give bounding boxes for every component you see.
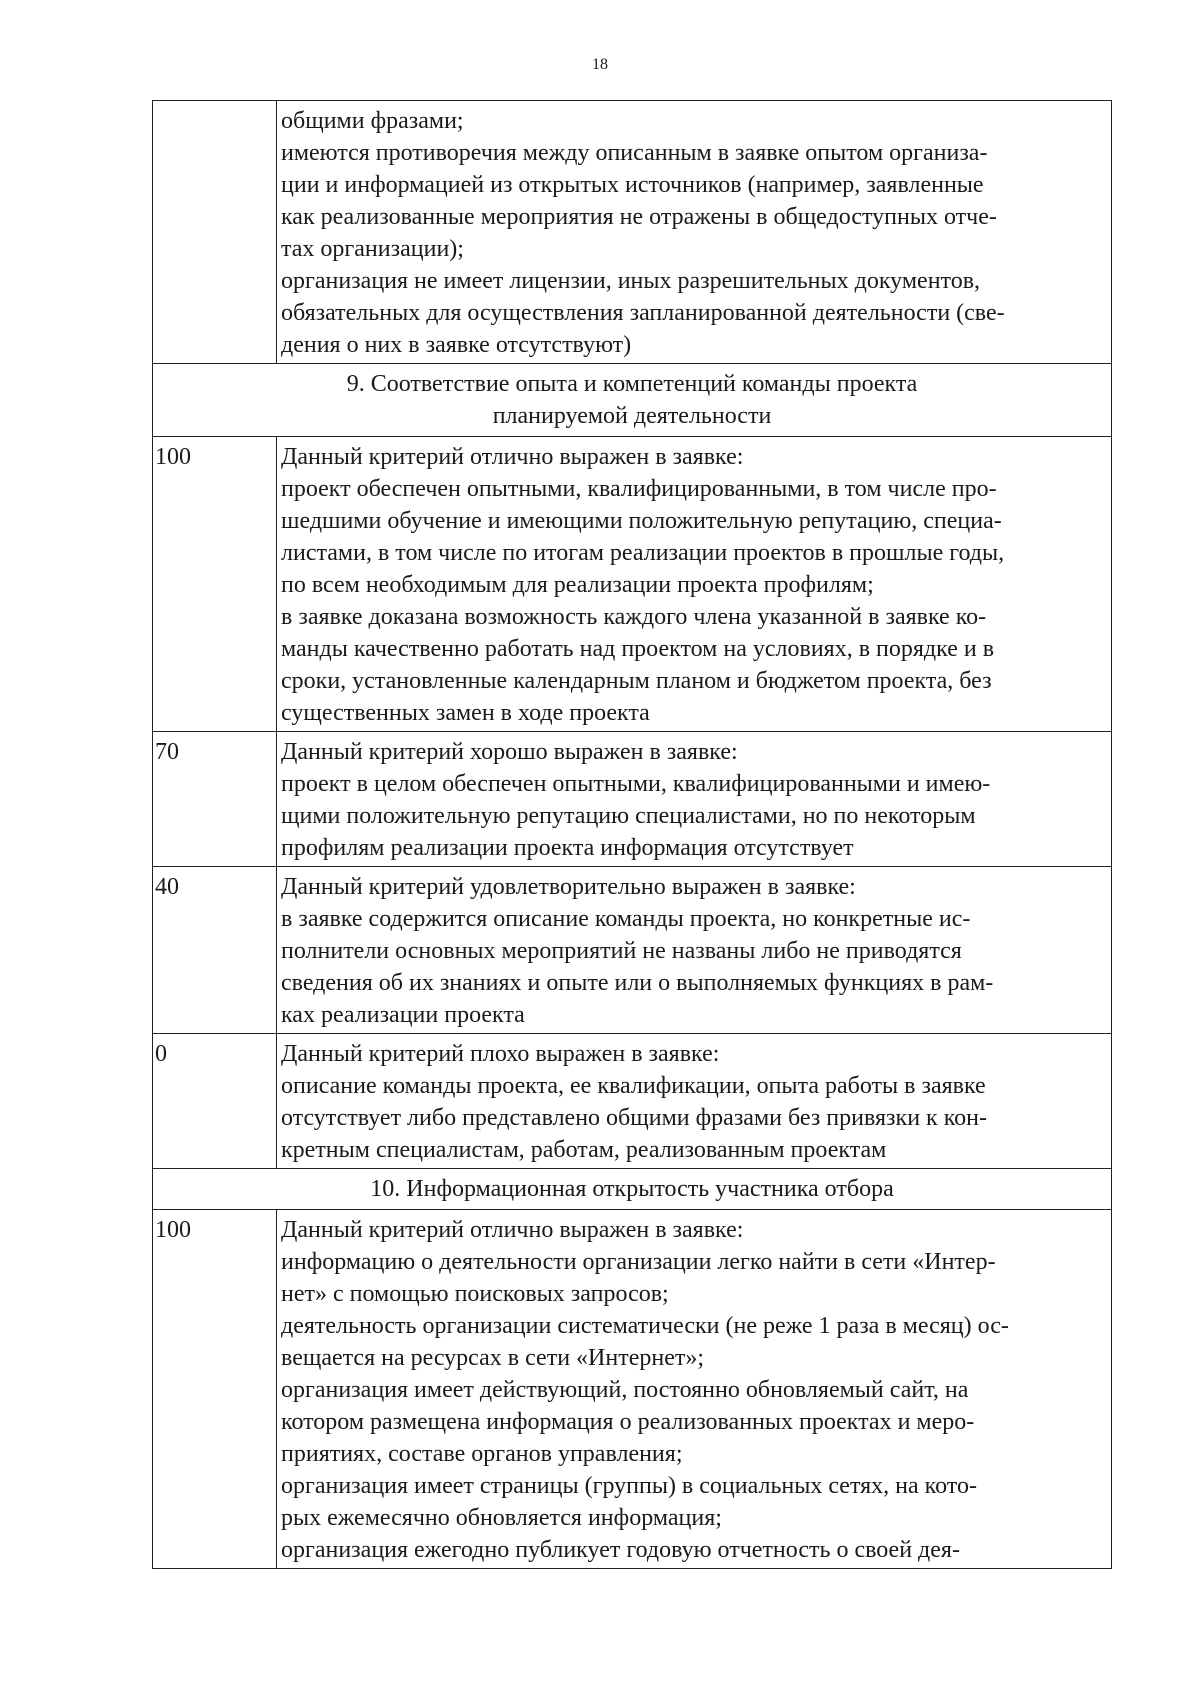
description-line: в заявке содержится описание команды проекта, но конкретные ис- bbox=[281, 906, 971, 932]
description-line: деятельность организации систематически (не реже 1 раза в месяц) ос- bbox=[281, 1313, 1009, 1339]
table-row bbox=[153, 1209, 1111, 1568]
description-line: кретным специалистам, работам, реализованным проектам bbox=[281, 1137, 887, 1163]
section-title-line: 9. Соответствие опыта и компетенций команды проекта bbox=[346, 371, 918, 397]
description-cell bbox=[277, 867, 1111, 1033]
description-line: приятиях, составе органов управления; bbox=[281, 1441, 683, 1467]
description-line: имеются противоречия между описанным в заявке опытом организа- bbox=[281, 140, 988, 166]
table-row-continuation bbox=[153, 101, 1111, 363]
description-line: существенных замен в ходе проекта bbox=[281, 700, 650, 726]
description-line: как реализованные мероприятия не отражены в общедоступных отче- bbox=[281, 204, 997, 230]
description-line: тах организации); bbox=[281, 236, 464, 262]
description-cell bbox=[277, 1034, 1111, 1168]
description-line: манды качественно работать над проектом на условиях, в порядке и в bbox=[281, 636, 995, 662]
section-heading-9 bbox=[153, 363, 1111, 436]
description-line: сведения об их знаниях и опыте или о выполняемых функциях в рам- bbox=[281, 970, 994, 996]
table-row bbox=[153, 436, 1111, 731]
description-line: организация ежегодно публикует годовую отчетность о своей дея- bbox=[281, 1537, 960, 1563]
description-line: организация имеет страницы (группы) в социальных сетях, на кото- bbox=[281, 1473, 977, 1499]
description-line: отсутствует либо представлено общими фразами без привязки к кон- bbox=[281, 1105, 987, 1131]
description-line: ции и информацией из открытых источников (например, заявленные bbox=[281, 172, 984, 198]
description-cell bbox=[277, 732, 1111, 866]
description-line: ках реализации проекта bbox=[281, 1002, 525, 1028]
description-line: проект в целом обеспечен опытными, квалифицированными и имею- bbox=[281, 771, 991, 797]
description-cell bbox=[277, 101, 1111, 363]
description-line: дения о них в заявке отсутствуют) bbox=[281, 332, 632, 358]
table-row bbox=[153, 866, 1111, 1033]
description-line: организация имеет действующий, постоянно обновляемый сайт, на bbox=[281, 1377, 969, 1403]
description-cell bbox=[277, 437, 1111, 731]
score-cell: 100 bbox=[153, 1210, 277, 1568]
page-number: 18 bbox=[592, 56, 608, 73]
description-line: нет» с помощью поисковых запросов; bbox=[281, 1281, 669, 1307]
description-line: Данный критерий удовлетворительно выражен в заявке: bbox=[281, 874, 856, 900]
description-line: щими положительную репутацию специалистами, но по некоторым bbox=[281, 803, 976, 829]
section-title-line: 10. Информационная открытость участника отбора bbox=[370, 1176, 894, 1202]
description-line: листами, в том числе по итогам реализации проектов в прошлые годы, bbox=[281, 540, 1005, 566]
description-line: проект обеспечен опытными, квалифицированными, в том числе про- bbox=[281, 476, 997, 502]
description-line: сроки, установленные календарным планом и бюджетом проекта, без bbox=[281, 668, 992, 694]
score-cell: 40 bbox=[153, 867, 277, 1033]
description-line: информацию о деятельности организации легко найти в сети «Интер- bbox=[281, 1249, 996, 1275]
description-line: описание команды проекта, ее квалификации, опыта работы в заявке bbox=[281, 1073, 986, 1099]
description-line: вещается на ресурсах в сети «Интернет»; bbox=[281, 1345, 705, 1371]
score-cell: 70 bbox=[153, 732, 277, 866]
description-line: в заявке доказана возможность каждого члена указанной в заявке ко- bbox=[281, 604, 987, 630]
description-line: общими фразами; bbox=[281, 108, 464, 134]
score-cell bbox=[153, 101, 277, 363]
description-line: котором размещена информация о реализованных проектах и меро- bbox=[281, 1409, 975, 1435]
description-line: рых ежемесячно обновляется информация; bbox=[281, 1505, 722, 1531]
description-line: Данный критерий отлично выражен в заявке: bbox=[281, 444, 744, 470]
score-cell: 100 bbox=[153, 437, 277, 731]
description-line: Данный критерий плохо выражен в заявке: bbox=[281, 1041, 720, 1067]
description-line: по всем необходимым для реализации проекта профилям; bbox=[281, 572, 874, 598]
table-row bbox=[153, 731, 1111, 866]
description-line: Данный критерий отлично выражен в заявке: bbox=[281, 1217, 744, 1243]
description-cell bbox=[277, 1210, 1111, 1568]
score-cell: 0 bbox=[153, 1034, 277, 1168]
table-row bbox=[153, 1033, 1111, 1168]
description-line: шедшими обучение и имеющими положительную репутацию, специа- bbox=[281, 508, 1002, 534]
description-line: организация не имеет лицензии, иных разрешительных документов, bbox=[281, 268, 981, 294]
section-heading-10 bbox=[153, 1168, 1111, 1209]
section-title-line: планируемой деятельности bbox=[492, 403, 772, 429]
description-line: профилям реализации проекта информация отсутствует bbox=[281, 835, 854, 861]
description-line: обязательных для осуществления запланированной деятельности (све- bbox=[281, 300, 1005, 326]
description-line: полнители основных мероприятий не названы либо не приводятся bbox=[281, 938, 962, 964]
criteria-table bbox=[152, 100, 1112, 1569]
description-line: Данный критерий хорошо выражен в заявке: bbox=[281, 739, 738, 765]
